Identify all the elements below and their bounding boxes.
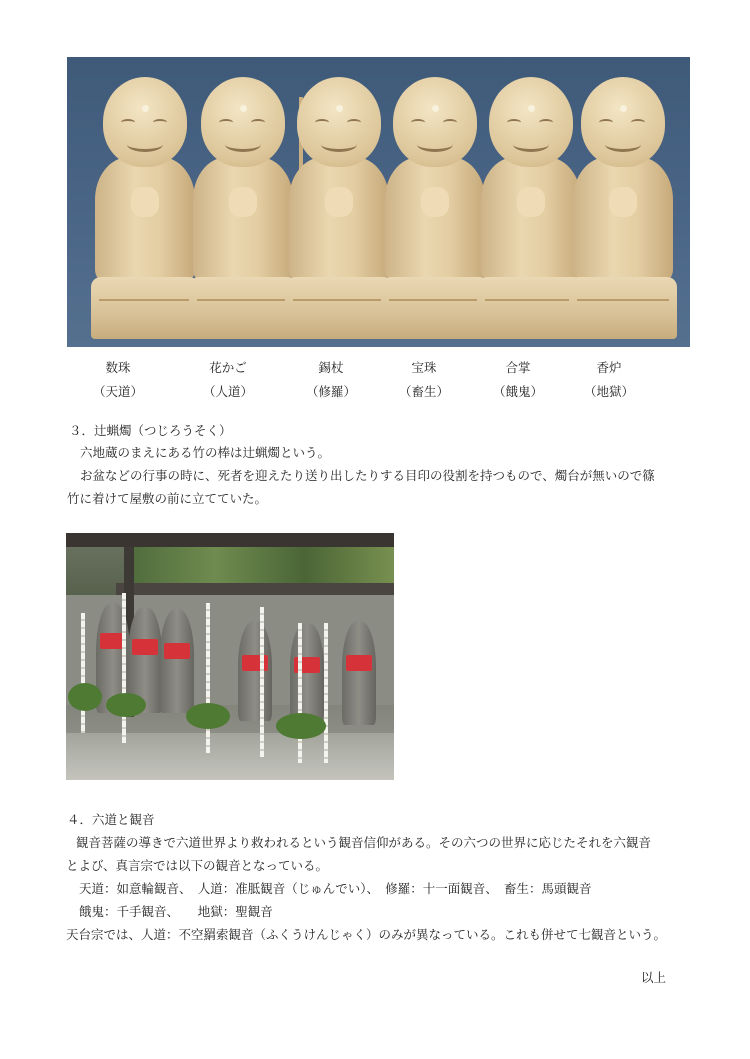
label-realm: （天道） — [92, 384, 143, 399]
statue-6 — [573, 77, 673, 339]
section4-paragraph1-line2: とよび、真言宗では以下の観音となっている。 — [66, 858, 329, 873]
label-realm: （畜生） — [398, 384, 449, 399]
section3-paragraph1: 六地蔵のまえにある竹の棒は辻蝋燭という。 — [80, 445, 331, 460]
label-item: 数珠 — [105, 360, 131, 375]
statue-2 — [193, 77, 293, 339]
statue-label-3 — [286, 356, 376, 404]
label-realm: （餓鬼） — [492, 384, 543, 399]
statue-4 — [385, 77, 485, 339]
label-realm: （修羅） — [305, 384, 356, 399]
closing-text: 以上 — [641, 970, 667, 985]
section3-paragraph2-line2: 竹に着けて屋敷の前に立てていた。 — [67, 491, 268, 506]
statue-label-1 — [73, 356, 163, 404]
statue-3 — [289, 77, 389, 339]
roadside-jizo-shrine-photo — [66, 533, 394, 780]
section4-heading: ４．六道と観音 — [67, 812, 155, 827]
statue-label-5 — [473, 356, 563, 404]
label-item: 香炉 — [596, 360, 622, 375]
section3-paragraph2-line1: お盆などの行事の時に、死者を迎えたり送り出したりする目印の役割を持つもので、燭台が無いので篠 — [80, 468, 655, 483]
section3-heading: ３．辻蝋燭（つじろうそく） — [69, 423, 232, 438]
statue-label-2 — [183, 356, 273, 404]
label-realm: （人道） — [202, 384, 253, 399]
section4-list-line2: 餓鬼：千手観音、 地獄：聖観音 — [79, 904, 273, 919]
label-item: 錫杖 — [318, 360, 344, 375]
label-item: 宝珠 — [411, 360, 437, 375]
label-item: 花かご — [209, 360, 247, 375]
statue-1 — [95, 77, 195, 339]
section4-paragraph2: 天台宗では、人道：不空羂索観音（ふくうけんじゃく）のみが異なっている。これも併せて七観音という。 — [66, 927, 667, 942]
statue-5 — [481, 77, 581, 339]
label-realm: （地獄） — [583, 384, 634, 399]
section4-paragraph1-line1: 観音菩薩の導きで六道世界より救われるという観音信仰がある。その六つの世界に応じたそれを六観音 — [76, 835, 652, 850]
statue-label-6 — [564, 356, 654, 404]
label-item: 合掌 — [505, 360, 531, 375]
six-jizo-statues-photo — [67, 57, 690, 347]
section4-list-line1: 天道：如意輪観音、 人道：准胝観音（じゅんでい）、 修羅：十一面観音、 畜生：馬頭観音 — [79, 881, 592, 896]
statue-label-4 — [379, 356, 469, 404]
